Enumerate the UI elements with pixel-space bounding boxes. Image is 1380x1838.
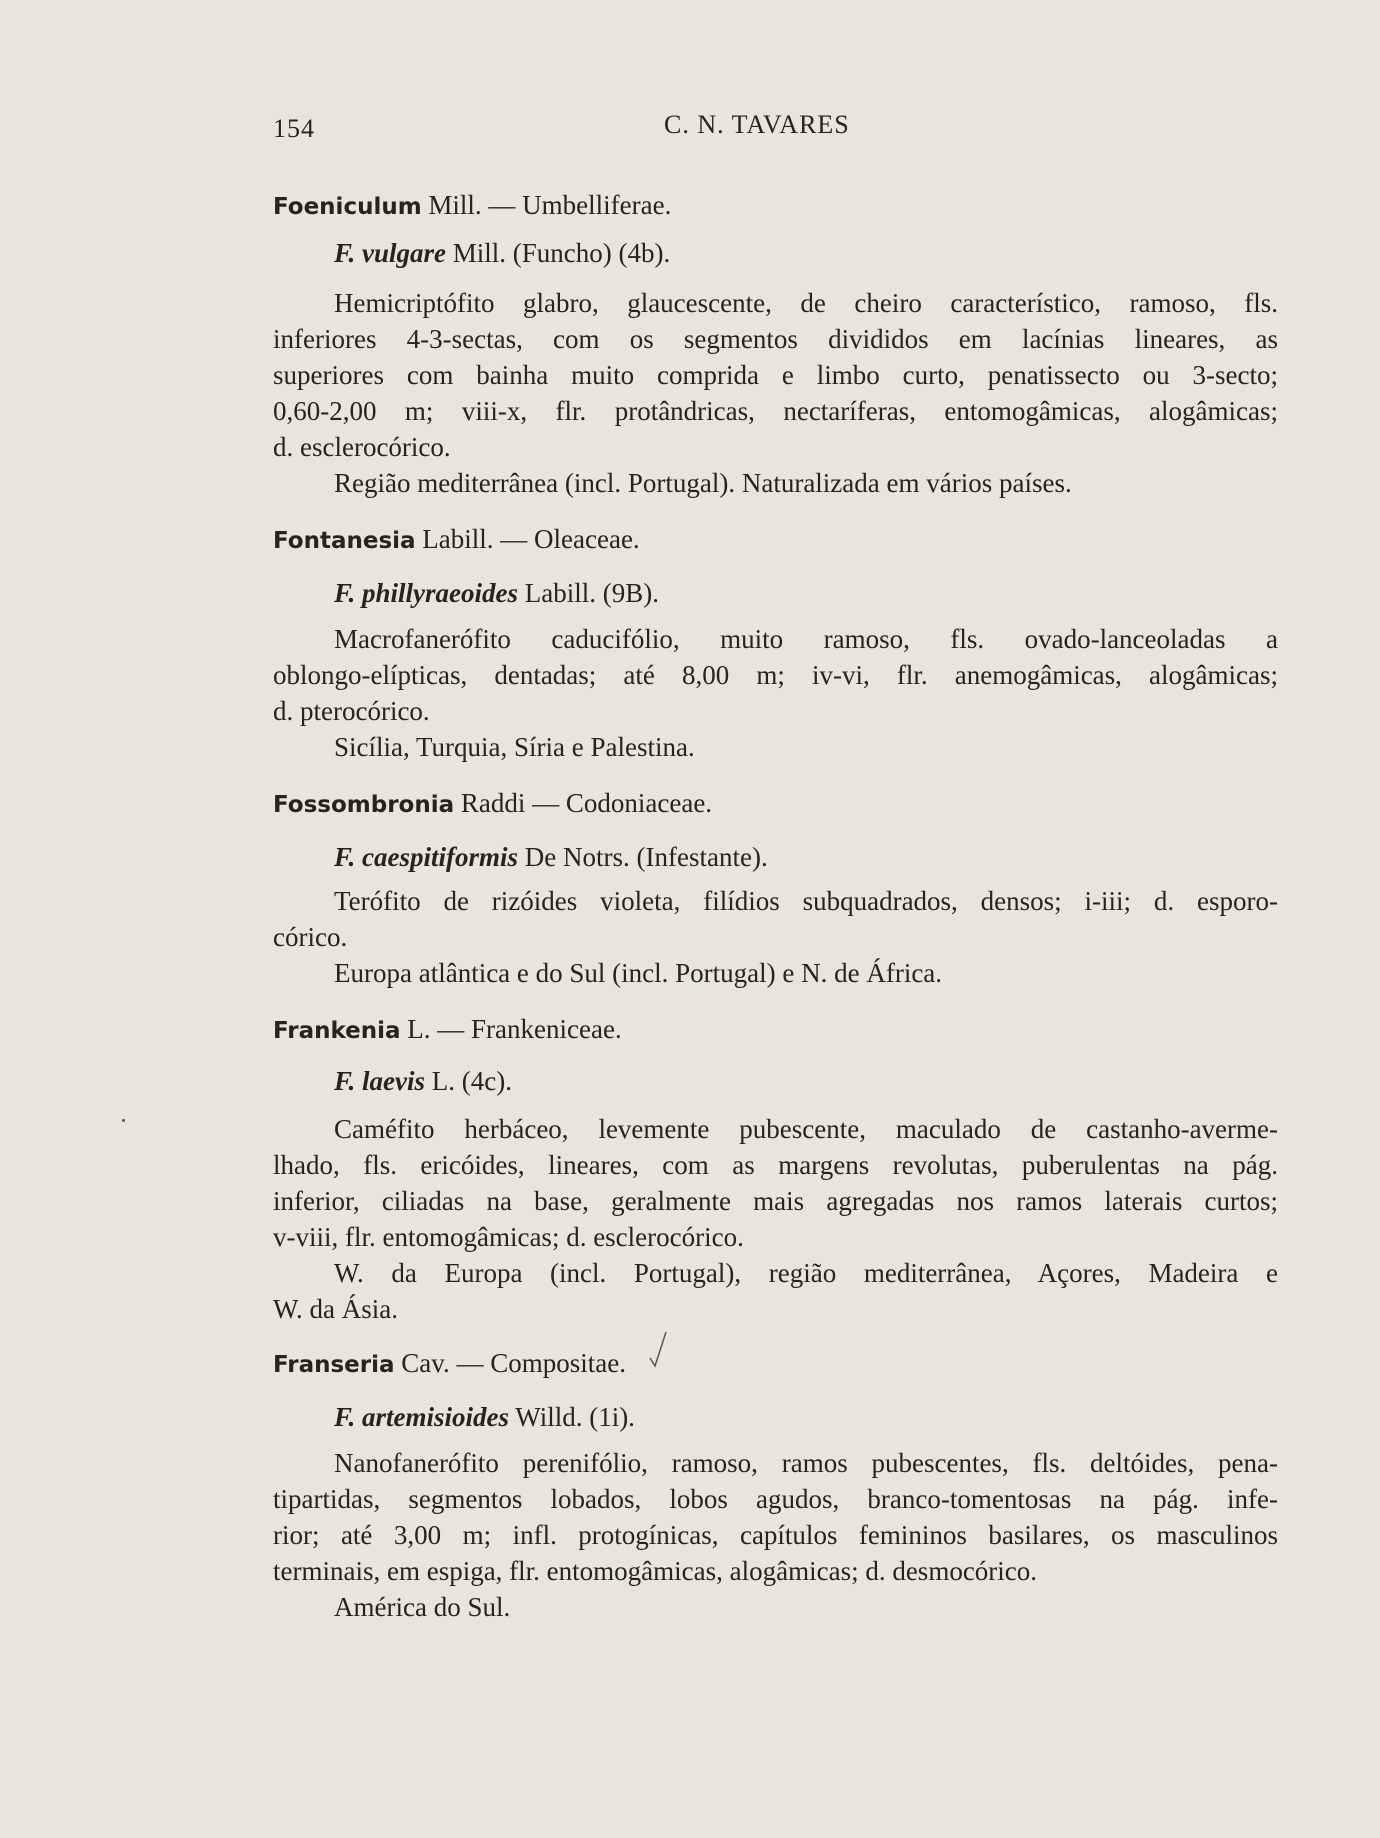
- genus-authority-family: L. — Frankeniceae.: [400, 1014, 622, 1044]
- genus-heading: [273, 1346, 1278, 1382]
- page-number: 154: [273, 114, 315, 143]
- genus-authority-family: Labill. — Oleaceae.: [415, 524, 640, 554]
- description-line: d. pterocórico.: [273, 696, 430, 726]
- description-line: v-viii, flr. entomogâmicas; d. esclerocórico.: [273, 1222, 744, 1252]
- description-line: córico.: [273, 922, 348, 952]
- distribution-line: América do Sul.: [334, 1592, 511, 1622]
- distribution-line: W. da Ásia.: [273, 1294, 398, 1324]
- species-authority: Labill. (9B).: [518, 578, 660, 608]
- species-abbr: F.: [334, 238, 363, 268]
- genus-heading: [273, 786, 1278, 822]
- description-line: tipartidas, segmentos lobados, lobos agudos, branco-tomentosas na pág. infe-: [273, 1484, 1278, 1514]
- genus-name: Frankenia: [273, 1018, 401, 1044]
- genus-heading: [273, 188, 1278, 224]
- genus-heading: [273, 522, 1278, 558]
- species-epithet: phillyraeoides: [362, 578, 519, 608]
- species-heading: [334, 236, 1278, 270]
- distribution-line: Região mediterrânea (incl. Portugal). Naturalizada em vários países.: [334, 468, 1072, 498]
- description-line: Macrofanerófito caducifólio, muito ramoso, fls. ovado-lanceoladas a: [334, 624, 1278, 654]
- species-epithet: caespitiformis: [362, 842, 519, 872]
- species-heading: [334, 1400, 1278, 1434]
- genus-name: Franseria: [273, 1352, 395, 1378]
- distribution-line: W. da Europa (incl. Portugal), região mediterrânea, Açores, Madeira e: [334, 1258, 1278, 1288]
- species-abbr: F.: [334, 1066, 363, 1096]
- description-line: terminais, em espiga, flr. entomogâmicas, alogâmicas; d. desmocórico.: [273, 1556, 1038, 1586]
- description-line: inferior, ciliadas na base, geralmente mais agregadas nos ramos laterais curtos;: [273, 1186, 1278, 1216]
- description-line: 0,60-2,00 m; viii-x, flr. protândricas, nectaríferas, entomogâmicas, alogâmicas;: [273, 396, 1278, 426]
- species-epithet: laevis: [362, 1066, 426, 1096]
- distribution-line: Sicília, Turquia, Síria e Palestina.: [334, 732, 695, 762]
- species-epithet: vulgare: [362, 238, 447, 268]
- description-line: inferiores 4-3-sectas, com os segmentos divididos em lacínias lineares, as: [273, 324, 1278, 354]
- description-line: Caméfito herbáceo, levemente pubescente, maculado de castanho-averme-: [334, 1114, 1278, 1144]
- distribution-line: Europa atlântica e do Sul (incl. Portugal) e N. de África.: [334, 958, 943, 988]
- description-line: d. esclerocórico.: [273, 432, 451, 462]
- species-abbr: F.: [334, 578, 363, 608]
- scan-speck: [122, 1119, 125, 1122]
- description-line: Hemicriptófito glabro, glaucescente, de cheiro característico, ramoso, fls.: [334, 288, 1278, 318]
- handwritten-check-mark: [646, 1328, 674, 1372]
- species-authority: Mill. (Funcho) (4b).: [446, 238, 671, 268]
- species-abbr: F.: [334, 1402, 363, 1432]
- species-abbr: F.: [334, 842, 363, 872]
- running-header: C. N. TAVARES: [664, 110, 850, 139]
- description-line: Nanofanerófito perenifólio, ramoso, ramos pubescentes, fls. deltóides, pena-: [334, 1448, 1278, 1478]
- species-epithet: artemisioides: [362, 1402, 510, 1432]
- description-line: superiores com bainha muito comprida e limbo curto, penatissecto ou 3-secto;: [273, 360, 1278, 390]
- species-authority: De Notrs. (Infestante).: [518, 842, 768, 872]
- species-heading: [334, 840, 1278, 874]
- genus-authority-family: Cav. — Compositae.: [394, 1348, 626, 1378]
- species-heading: [334, 576, 1278, 610]
- species-heading: [334, 1064, 1278, 1098]
- genus-name: Fontanesia: [273, 528, 416, 554]
- genus-name: Foeniculum: [273, 194, 422, 220]
- genus-name: Fossombronia: [273, 792, 455, 818]
- species-authority: Willd. (1i).: [509, 1402, 635, 1432]
- genus-authority-family: Raddi — Codoniaceae.: [454, 788, 713, 818]
- description-line: rior; até 3,00 m; infl. protogínicas, capítulos femininos basilares, os masculinos: [273, 1520, 1278, 1550]
- description-line: Terófito de rizóides violeta, filídios subquadrados, densos; i-iii; d. esporo-: [334, 886, 1278, 916]
- genus-heading: [273, 1012, 1278, 1048]
- description-line: lhado, fls. ericóides, lineares, com as margens revolutas, puberulentas na pág.: [273, 1150, 1278, 1180]
- genus-authority-family: Mill. — Umbelliferae.: [421, 190, 672, 220]
- species-authority: L. (4c).: [425, 1066, 512, 1096]
- description-line: oblongo-elípticas, dentadas; até 8,00 m; iv-vi, flr. anemogâmicas, alogâmicas;: [273, 660, 1278, 690]
